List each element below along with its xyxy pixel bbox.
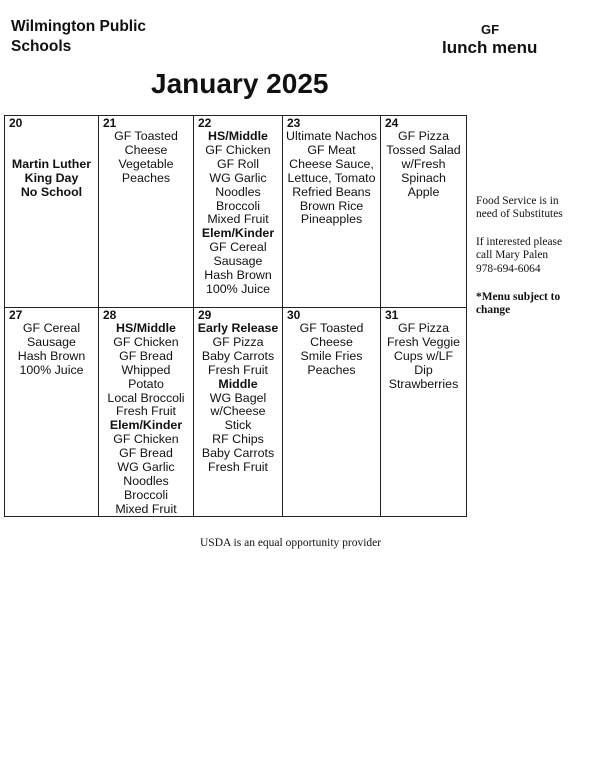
day-number: 23 xyxy=(287,116,301,130)
menu-item: GF Toasted xyxy=(114,129,178,143)
day-cell-29 xyxy=(194,308,283,516)
contact-note xyxy=(476,236,591,276)
menu-section-heading: Middle xyxy=(218,376,258,391)
menu-item: Sausage xyxy=(213,254,263,269)
menu-item: w/Fresh xyxy=(401,156,446,171)
usda-footer: USDA is an equal opportunity provider xyxy=(200,537,382,549)
substitutes-note-line2: need of Substitutes xyxy=(476,208,563,221)
day-cell-31 xyxy=(381,308,466,516)
substitutes-note-line1: Food Service is in xyxy=(476,195,559,207)
menu-items xyxy=(283,322,380,378)
menu-items xyxy=(194,322,282,475)
menu-item: Dip xyxy=(414,362,433,377)
menu-items xyxy=(99,322,193,517)
menu-item: Fresh Fruit xyxy=(116,404,176,419)
month-title: January 2025 xyxy=(151,68,329,99)
menu-item: GF Cereal xyxy=(209,240,267,255)
menu-disclaimer xyxy=(476,291,591,318)
menu-item: Vegetable xyxy=(118,156,174,171)
day-cell-21 xyxy=(99,116,194,308)
menu-items xyxy=(381,130,466,200)
menu-item: Mixed Fruit xyxy=(115,501,177,516)
menu-items xyxy=(99,130,193,186)
menu-item: Peaches xyxy=(307,362,356,377)
menu-item: GF Pizza xyxy=(398,321,449,335)
menu-section-heading: Martin Luther xyxy=(11,156,92,171)
menu-item: Cheese xyxy=(124,142,168,157)
menu-item: Broccoli xyxy=(123,487,169,502)
menu-item: Fresh Fruit xyxy=(208,460,268,475)
menu-item: Fresh Fruit xyxy=(208,362,268,377)
day-cell-28 xyxy=(99,308,194,516)
menu-item: WG Garlic xyxy=(209,170,267,185)
menu-item: GF Meat xyxy=(307,142,356,157)
menu-item: Tossed Salad xyxy=(386,142,461,157)
menu-item: Broccoli xyxy=(215,198,261,213)
menu-item: w/Cheese xyxy=(210,404,266,419)
day-cell-23 xyxy=(283,116,381,308)
menu-item: GF Chicken xyxy=(113,334,179,349)
menu-item: Ultimate Nachos xyxy=(286,129,377,143)
menu-calendar xyxy=(4,115,467,517)
menu-section-heading: Elem/Kinder xyxy=(201,226,275,241)
menu-item: 100% Juice xyxy=(19,362,84,377)
contact-note-line1: If interested please xyxy=(476,236,563,248)
menu-item: Spinach xyxy=(401,170,446,185)
menu-section-heading: Early Release xyxy=(197,321,279,335)
menu-title: lunch menu xyxy=(442,38,538,57)
menu-item: GF Chicken xyxy=(113,432,179,447)
day-cell-30 xyxy=(283,308,381,516)
substitutes-note xyxy=(476,195,591,222)
org-name xyxy=(11,17,211,57)
day-number: 31 xyxy=(385,308,399,322)
menu-item: GF Cereal xyxy=(22,321,81,335)
day-number: 22 xyxy=(198,116,212,130)
menu-section-heading: No School xyxy=(20,184,83,199)
menu-item: GF Pizza xyxy=(212,334,264,349)
menu-item: Refried Beans xyxy=(292,184,371,199)
menu-item: GF Chicken xyxy=(205,142,271,157)
menu-item: WG Garlic xyxy=(117,460,175,475)
menu-item: Sausage xyxy=(27,334,76,349)
menu-disclaimer-line2: change xyxy=(476,304,511,317)
menu-item: Mixed Fruit xyxy=(207,212,269,227)
menu-item: GF Roll xyxy=(217,156,259,171)
menu-item: 100% Juice xyxy=(205,281,271,296)
menu-item: Peaches xyxy=(121,170,171,185)
menu-item: Cheese Sauce, xyxy=(289,156,374,171)
day-cell-20 xyxy=(5,116,99,308)
menu-item: Hash Brown xyxy=(17,348,86,363)
menu-item: Baby Carrots xyxy=(201,348,275,363)
menu-item: Smile Fries xyxy=(300,348,363,363)
menu-item: WG Bagel xyxy=(209,390,267,405)
menu-items xyxy=(381,322,466,392)
day-number: 30 xyxy=(287,308,301,322)
menu-item: Cups w/LF xyxy=(393,348,454,363)
menu-item: Hash Brown xyxy=(204,268,272,283)
menu-section-heading: Elem/Kinder xyxy=(109,418,183,433)
menu-item: GF Pizza xyxy=(398,129,449,143)
menu-item: Stick xyxy=(224,418,252,433)
menu-section-heading: HS/Middle xyxy=(116,321,176,335)
menu-item: Fresh Veggie xyxy=(386,334,460,349)
menu-item: Whipped xyxy=(121,362,171,377)
menu-item: GF Toasted xyxy=(299,321,364,335)
menu-item: RF Chips xyxy=(212,432,264,447)
menu-items xyxy=(5,322,98,378)
menu-item: Noodles xyxy=(215,184,261,199)
menu-item: Pineapples xyxy=(300,212,363,227)
contact-note-line2: call Mary Palen xyxy=(476,249,549,262)
day-number: 20 xyxy=(9,116,23,130)
menu-item: Lettuce, Tomato xyxy=(287,170,376,185)
day-number: 24 xyxy=(385,116,399,130)
day-number: 21 xyxy=(103,116,117,130)
menu-disclaimer-line1: *Menu subject to xyxy=(476,291,561,303)
day-number: 28 xyxy=(103,308,117,322)
menu-section-heading: King Day xyxy=(24,170,79,185)
day-cell-22 xyxy=(194,116,283,308)
menu-item xyxy=(6,130,97,144)
menu-item: GF Bread xyxy=(119,348,173,363)
menu-items xyxy=(194,130,282,297)
menu-item: Apple xyxy=(407,184,440,199)
menu-item: Noodles xyxy=(123,473,169,488)
menu-item: Cheese xyxy=(310,334,353,349)
contact-phone: 978-694-6064 xyxy=(476,262,541,275)
menu-item: Strawberries xyxy=(388,376,459,391)
menu-item: GF Bread xyxy=(119,446,173,461)
menu-item: Baby Carrots xyxy=(201,446,275,461)
day-number: 29 xyxy=(198,308,212,322)
day-cell-24 xyxy=(381,116,466,308)
menu-items xyxy=(283,130,380,227)
day-number: 27 xyxy=(9,308,23,322)
day-cell-27 xyxy=(5,308,99,516)
org-name-line2: Schools xyxy=(11,38,72,55)
menu-item: Local Broccoli xyxy=(107,390,185,405)
menu-item: Potato xyxy=(128,376,164,391)
org-name-line1: Wilmington Public xyxy=(11,18,147,35)
gf-label: GF xyxy=(481,22,500,37)
menu-section-heading: HS/Middle xyxy=(208,129,268,143)
menu-items xyxy=(5,130,98,200)
menu-item: Brown Rice xyxy=(299,198,364,213)
menu-item xyxy=(6,144,97,158)
